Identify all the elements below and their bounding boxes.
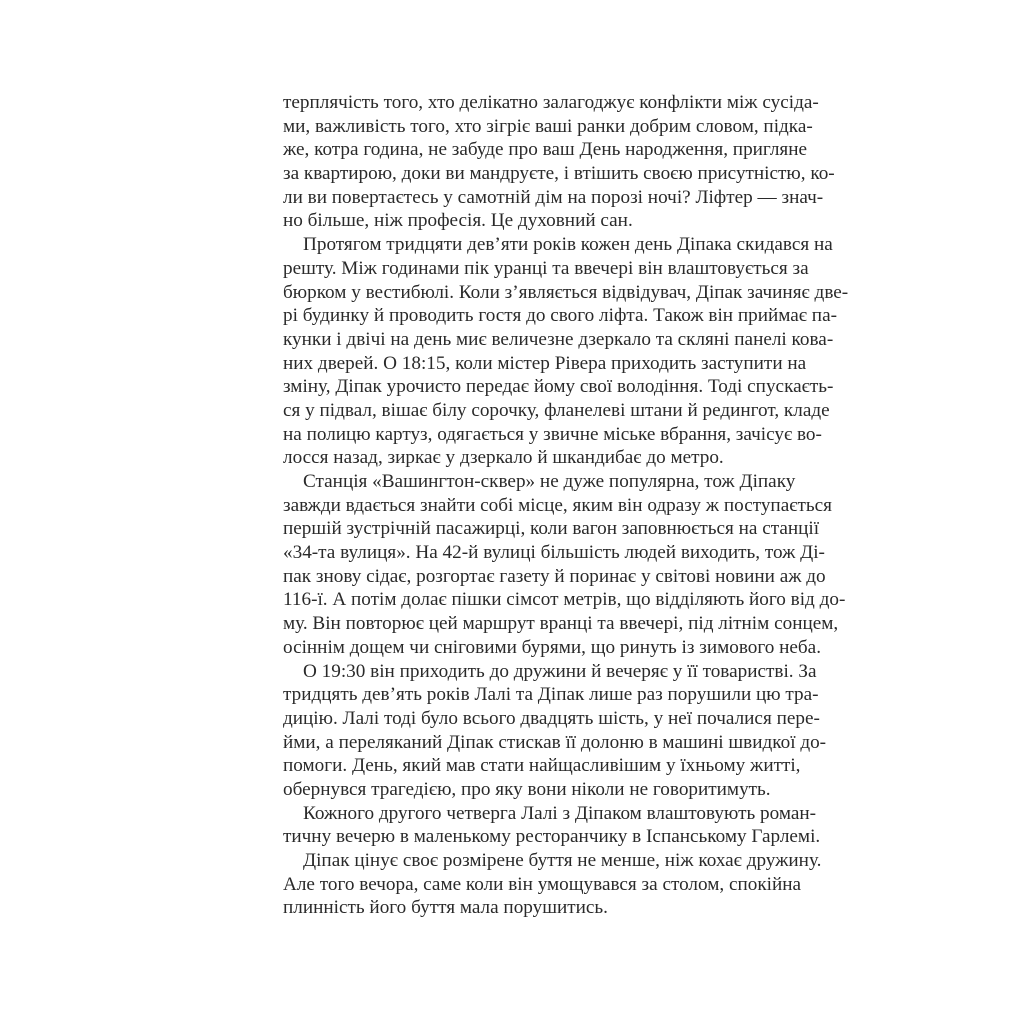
text-line: 116-ї. А потім долає пішки сімсот метрів, що відділяють його від до- [283,589,846,611]
paragraph [283,802,821,849]
text-line: дицію. Лалі тоді було всього двадцять шість, у неї почалися пере- [283,707,820,729]
paragraph [283,660,827,802]
text-line: О 19:30 він приходить до дружини й вечеряє у її товаристві. За [303,660,817,682]
text-line: помоги. День, який мав стати найщасливішим у їхньому житті, [283,755,801,777]
text-line: бюрком у вестибюлі. Коли з’являється відвідувач, Діпак зачиняє две- [283,281,849,303]
text-line: тридцять дев’ять років Лалі та Діпак лише раз порушили цю тра- [283,684,819,706]
text-line: решту. Між годинами пік уранці та ввечері він влаштовується за [283,257,809,279]
paragraph [283,470,846,660]
text-line: Кожного другого четверга Лалі з Діпаком влаштовують роман- [303,802,817,824]
text-line: першій зустрічній пасажирці, коли вагон заповнюється на станції [283,518,820,540]
text-line: зміну, Діпак урочисто передає йому свої володіння. Тоді спускаєть- [283,376,834,398]
text-line: на полицю картуз, одягається у звичне міське вбрання, зачісує во- [283,423,822,445]
text-line: обернувся трагедією, про яку вони ніколи не говоритимуть. [283,778,771,800]
text-line: них дверей. О 18:15, коли містер Рівера приходить заступити на [283,352,807,374]
text-line: пак знову сідає, розгортає газету й поринає у світові новини аж до [283,565,826,587]
paragraph [283,233,849,470]
text-line: Але того вечора, саме коли він умощувався за столом, спокійна [283,873,802,895]
text-line: ми, важливість того, хто зігріє ваші ранки добрим словом, підка- [283,115,813,137]
text-line: терплячість того, хто делікатно залагоджує конфлікти між сусіда- [283,92,819,113]
text-line: за квартирою, доки ви мандруєте, і втішить своєю присутністю, ко- [283,163,835,185]
book-page-text [283,91,849,920]
text-line: рі будинку й проводить гостя до свого ліфта. Також він приймає па- [283,305,837,327]
text-line: йми, а переляканий Діпак стискав її долоню в машині швидкої до- [283,731,827,753]
text-line: лосся назад, зиркає у дзеркало й шкандибає до метро. [283,447,724,469]
text-line: Станція «Вашингтон-сквер» не дуже популярна, тож Діпаку [303,471,796,492]
text-line: му. Він повторює цей маршрут вранці та ввечері, під літнім сонцем, [283,613,839,635]
text-line: осіннім дощем чи сніговими бурями, що ринуть із зимового неба. [283,636,821,658]
text-line: Діпак цінує своє розмірене буття не менше, ніж кохає дружину. [303,850,822,871]
text-line: плинність його буття мала порушитись. [283,897,608,919]
paragraph [283,91,835,233]
text-line: но більше, ніж професія. Це духовний сан. [283,210,633,232]
text-line: ся у підвал, вішає білу сорочку, фланелеві штани й редингот, кладе [283,399,830,421]
text-line: кунки і двічі на день миє величезне дзеркало та скляні панелі кова- [283,328,834,350]
text-line: ли ви повертаєтесь у самотній дім на порозі ночі? Ліфтер — знач- [283,186,824,208]
text-line: завжди вдається знайти собі місце, яким він одразу ж поступається [283,494,832,516]
text-line: Протягом тридцяти дев’яти років кожен день Діпака скидався на [303,234,833,256]
text-line: «34-та вулиця». На 42-й вулиці більшість людей виходить, тож Ді- [283,542,825,564]
paragraph [283,849,822,920]
text-line: же, котра година, не забуде про ваш День народження, пригляне [283,139,808,161]
text-line: тичну вечерю в маленькому ресторанчику в Іспанському Гарлемі. [283,826,821,848]
